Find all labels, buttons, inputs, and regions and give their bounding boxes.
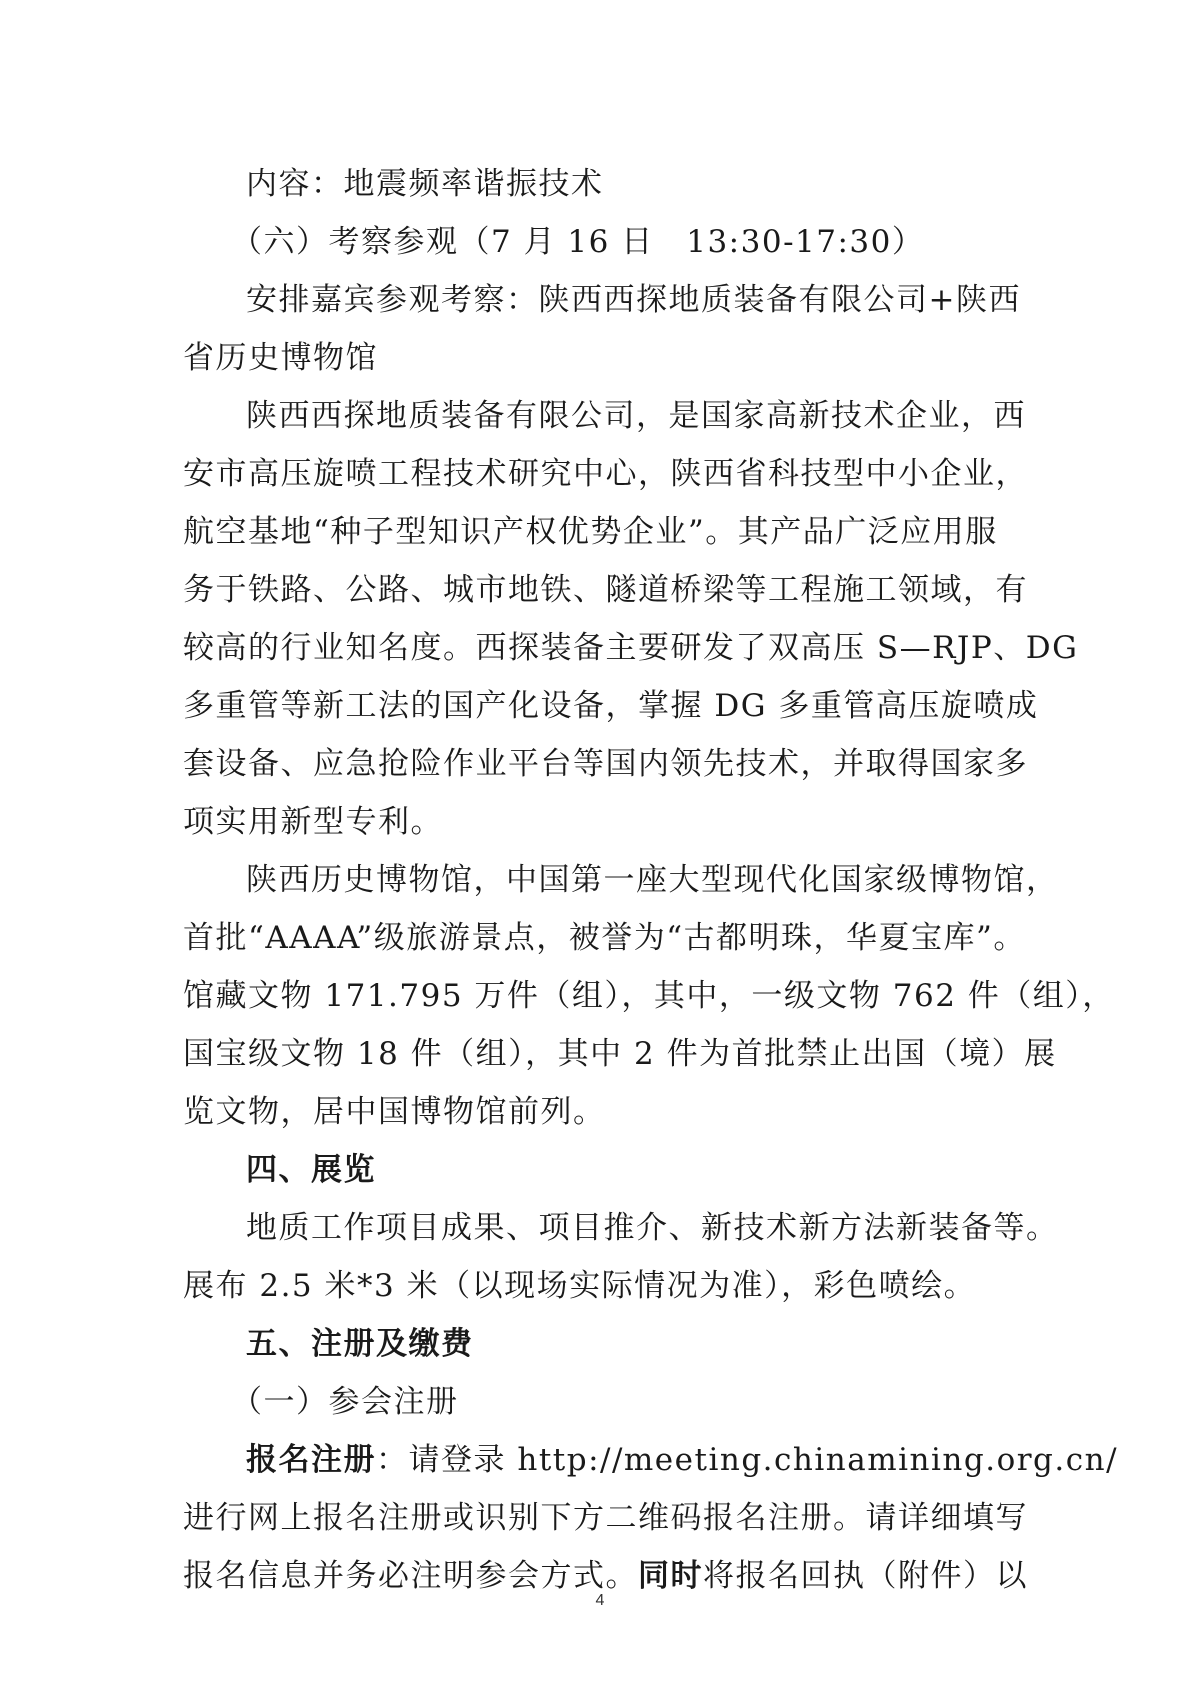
paragraph-line: 较高的行业知名度。西探装备主要研发了双高压 S—RJP、DG xyxy=(183,630,1079,666)
paragraph-line: 务于铁路、公路、城市地铁、隧道桥梁等工程施工领域，有 xyxy=(183,572,1028,608)
paragraph-line: 陕西历史博物馆，中国第一座大型现代化国家级博物馆， xyxy=(246,862,1059,898)
section-heading-exhibition: 四、展览 xyxy=(246,1152,376,1188)
section-heading-registration: 五、注册及缴费 xyxy=(246,1326,474,1362)
paragraph-line: 内容：地震频率谐振技术 xyxy=(246,166,604,202)
emphasis-simultaneously: 同时 xyxy=(638,1558,703,1594)
paragraph-line: 多重管等新工法的国产化设备，掌握 DG 多重管高压旋喷成 xyxy=(183,688,1039,724)
document-body xyxy=(183,155,1119,1605)
paragraph-line: 首批“AAAA”级旅游景点，被誉为“古都明珠，华夏宝库”。 xyxy=(183,920,1026,956)
paragraph-line: 省历史博物馆 xyxy=(183,340,378,376)
line-rest: 将报名回执（附件）以 xyxy=(703,1558,1028,1594)
paragraph-line: 地质工作项目成果、项目推介、新技术新方法新装备等。 xyxy=(246,1210,1059,1246)
paragraph-line: 陕西西探地质装备有限公司，是国家高新技术企业，西 xyxy=(246,398,1026,434)
paragraph-line: 安市高压旋喷工程技术研究中心，陕西省科技型中小企业， xyxy=(183,456,1028,492)
paragraph-line: 安排嘉宾参观考察：陕西西探地质装备有限公司+陕西 xyxy=(246,282,1021,318)
paragraph-line: 航空基地“种子型知识产权优势企业”。其产品广泛应用服 xyxy=(183,514,998,550)
section-subheading: （六）考察参观（7 月 16 日 13:30-17:30） xyxy=(231,224,925,260)
section-subheading: （一）参会注册 xyxy=(231,1384,459,1420)
registration-instruction: ：请登录 http://meeting.chinamining.org.cn/ xyxy=(376,1442,1119,1478)
line-prefix: 报名信息并务必注明参会方式。 xyxy=(183,1558,638,1594)
paragraph-line: 项实用新型专利。 xyxy=(183,804,443,840)
paragraph-line xyxy=(183,1431,1119,1489)
paragraph-line: 馆藏文物 171.795 万件（组），其中，一级文物 762 件（组）， xyxy=(183,978,1115,1014)
paragraph-line: 览文物，居中国博物馆前列。 xyxy=(183,1094,606,1130)
paragraph-line: 国宝级文物 18 件（组），其中 2 件为首批禁止出国（境）展 xyxy=(183,1036,1057,1072)
paragraph-line: 进行网上报名注册或识别下方二维码报名注册。请详细填写 xyxy=(183,1500,1028,1536)
paragraph-line: 展布 2.5 米*3 米（以现场实际情况为准），彩色喷绘。 xyxy=(183,1268,977,1304)
emphasis-registration: 报名注册 xyxy=(246,1442,376,1478)
page-number: 4 xyxy=(595,1592,605,1609)
paragraph-line: 套设备、应急抢险作业平台等国内领先技术，并取得国家多 xyxy=(183,746,1028,782)
